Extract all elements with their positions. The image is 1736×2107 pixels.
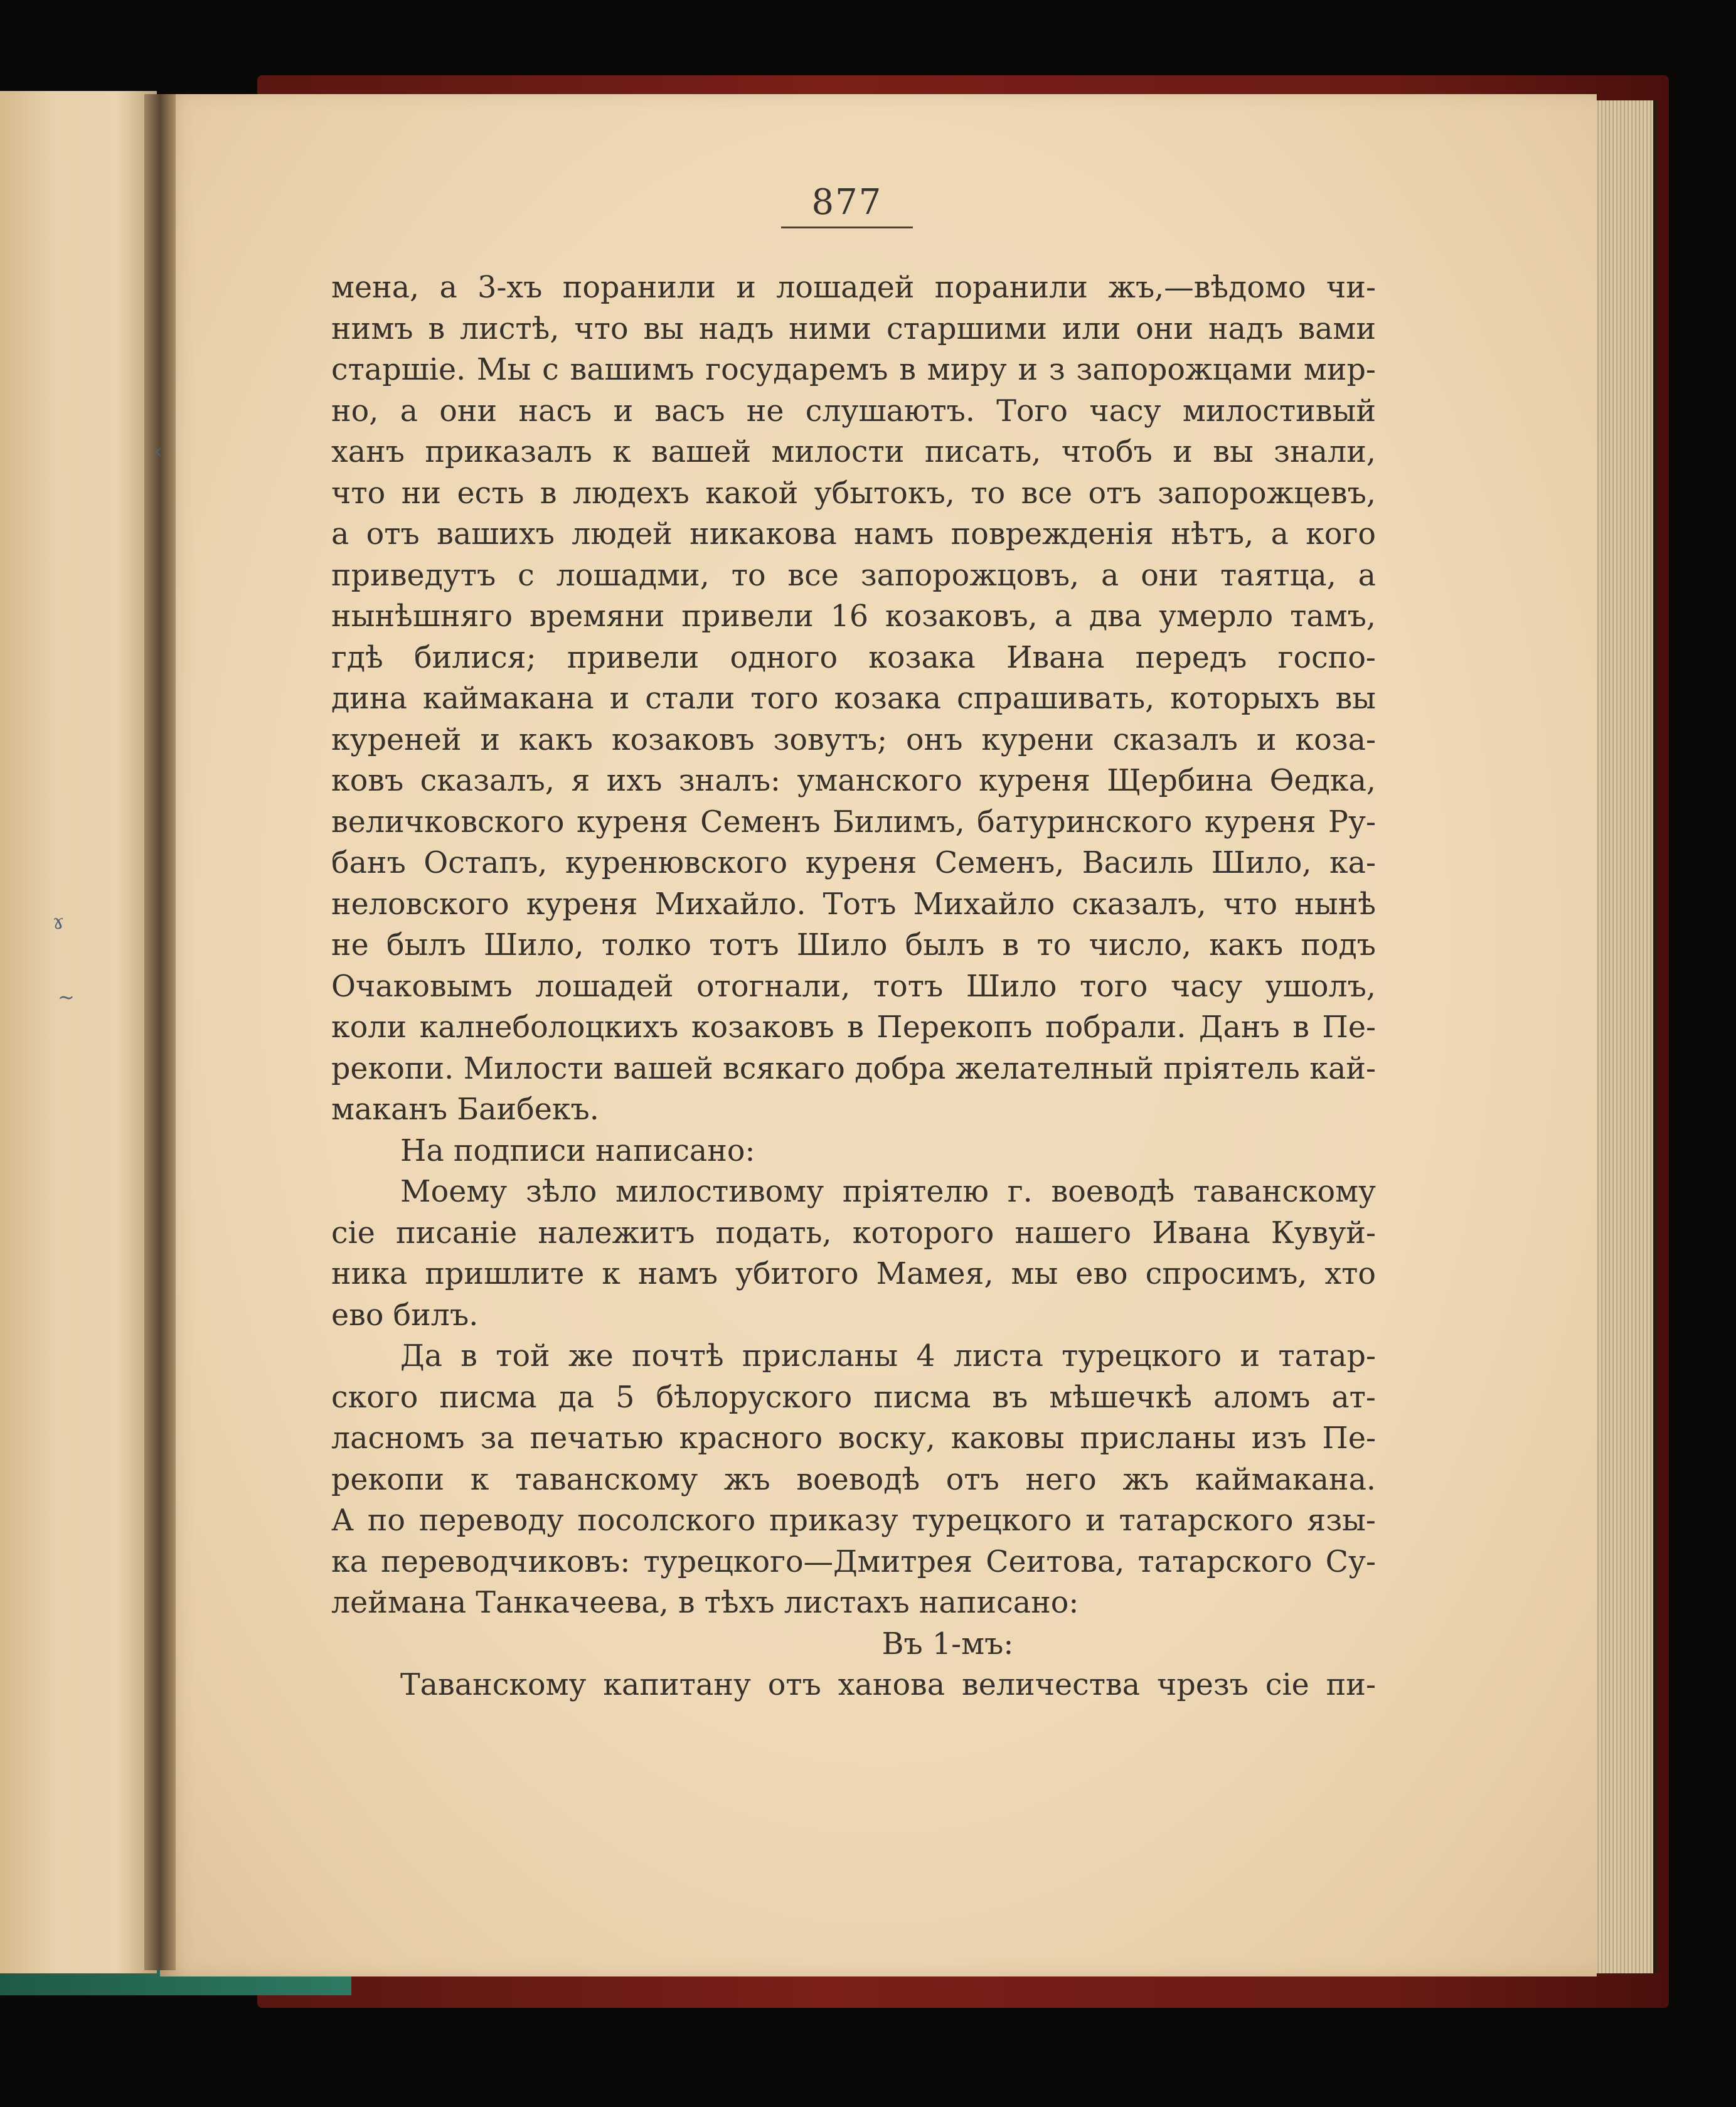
text-line: но, а они насъ и васъ не слушаютъ. Того часу милостивый (331, 393, 1376, 429)
text-line: ласномъ за печатью красного воску, каковы присланы изъ Пе- (331, 1421, 1376, 1456)
page-number: 877 (781, 182, 913, 228)
text-line: леймана Танкачеева, в тѣхъ листахъ написано: (331, 1586, 1079, 1620)
text-line: ковъ сказалъ, я ихъ зналъ: уманского куреня Щербина Ѳедка, (331, 764, 1376, 798)
text-line: ника пришлите к намъ убитого Мамея, мы ево спросимъ, хто (331, 1257, 1376, 1291)
text-line: ханъ приказалъ к вашей милости писать, чтобъ и вы знали, (331, 435, 1376, 469)
text-line: ево билъ. (331, 1298, 479, 1333)
margin-mark: ɤ (53, 910, 65, 934)
text-line: старшіе. Мы с вашимъ государемъ в миру и з запорожцами мир- (331, 353, 1376, 387)
text-line: нынѣшняго времяни привели 16 козаковъ, а два умерло тамъ, (331, 599, 1376, 634)
text-line: На подписи написано: (400, 1133, 755, 1168)
text-line: Да в той же почтѣ присланы 4 листа турецкого и татар- (400, 1339, 1376, 1374)
text-line: величковского куреня Семенъ Билимъ, батуринского куреня Ру- (331, 804, 1376, 840)
text-line: Въ 1-мъ: (881, 1626, 1014, 1662)
text-line: Моему зѣло милостивому пріятелю г. воеводѣ таванскому (400, 1175, 1376, 1209)
text-line: рекопи. Милости вашей всякаго добра желателный пріятель кай- (331, 1051, 1376, 1086)
text-line: Очаковымъ лошадей отогнали, тотъ Шило того часу ушолъ, (331, 969, 1376, 1004)
book-gutter (144, 94, 176, 1970)
page-text (331, 267, 1376, 1706)
text-line: куреней и какъ козаковъ зовутъ; онъ курени сказалъ и коза- (331, 722, 1376, 757)
text-line: коли калнеболоцкихъ козаковъ в Перекопъ побрали. Данъ в Пе- (331, 1010, 1376, 1045)
left-page (0, 91, 157, 1973)
text-line: рекопи к таванскому жъ воеводѣ отъ него жъ каймакана. (331, 1462, 1376, 1497)
text-line: не былъ Шило, толко тотъ Шило былъ в то число, какъ подъ (331, 928, 1376, 963)
text-line: ка переводчиковъ: турецкого—Дмитрея Сеитова, татарского Су- (331, 1544, 1376, 1579)
text-line: гдѣ билися; привели одного козака Ивана передъ госпо- (331, 640, 1376, 675)
text-line: нимъ в листѣ, что вы надъ ними старшими или они надъ вами (331, 311, 1376, 346)
text-line: маканъ Баибекъ. (331, 1092, 599, 1127)
text-line: А по переводу посолского приказу турецкого и татарского язы- (331, 1503, 1376, 1538)
text-line: сіе писаніе належитъ подать, которого нашего Ивана Кувуй- (331, 1215, 1376, 1251)
text-line: неловского куреня Михайло. Тотъ Михайло сказалъ, что нынѣ (331, 887, 1376, 922)
text-line: Таванскому капитану отъ ханова величества чрезъ сіе пи- (400, 1668, 1376, 1702)
text-line: приведутъ с лошадми, то все запорожцовъ, а они таятца, а (331, 558, 1376, 593)
margin-mark: ‹ (154, 439, 162, 463)
margin-mark: ~ (58, 985, 75, 1009)
text-line: дина каймакана и стали того козака спрашивать, которыхъ вы (331, 681, 1376, 716)
text-line: ского писма да 5 бѣлоруского писма въ мѣшечкѣ аломъ ат- (331, 1380, 1376, 1415)
text-line: а отъ вашихъ людей никакова намъ поврежденія нѣтъ, а кого (331, 517, 1376, 552)
text-line: что ни есть в людехъ какой убытокъ, то все отъ запорожцевъ, (331, 476, 1376, 511)
text-line: мена, а 3-хъ поранили и лошадей поранили жъ,—вѣдомо чи- (331, 270, 1376, 305)
text-line: банъ Остапъ, куренювского куреня Семенъ, Василь Шило, ка- (331, 846, 1376, 880)
